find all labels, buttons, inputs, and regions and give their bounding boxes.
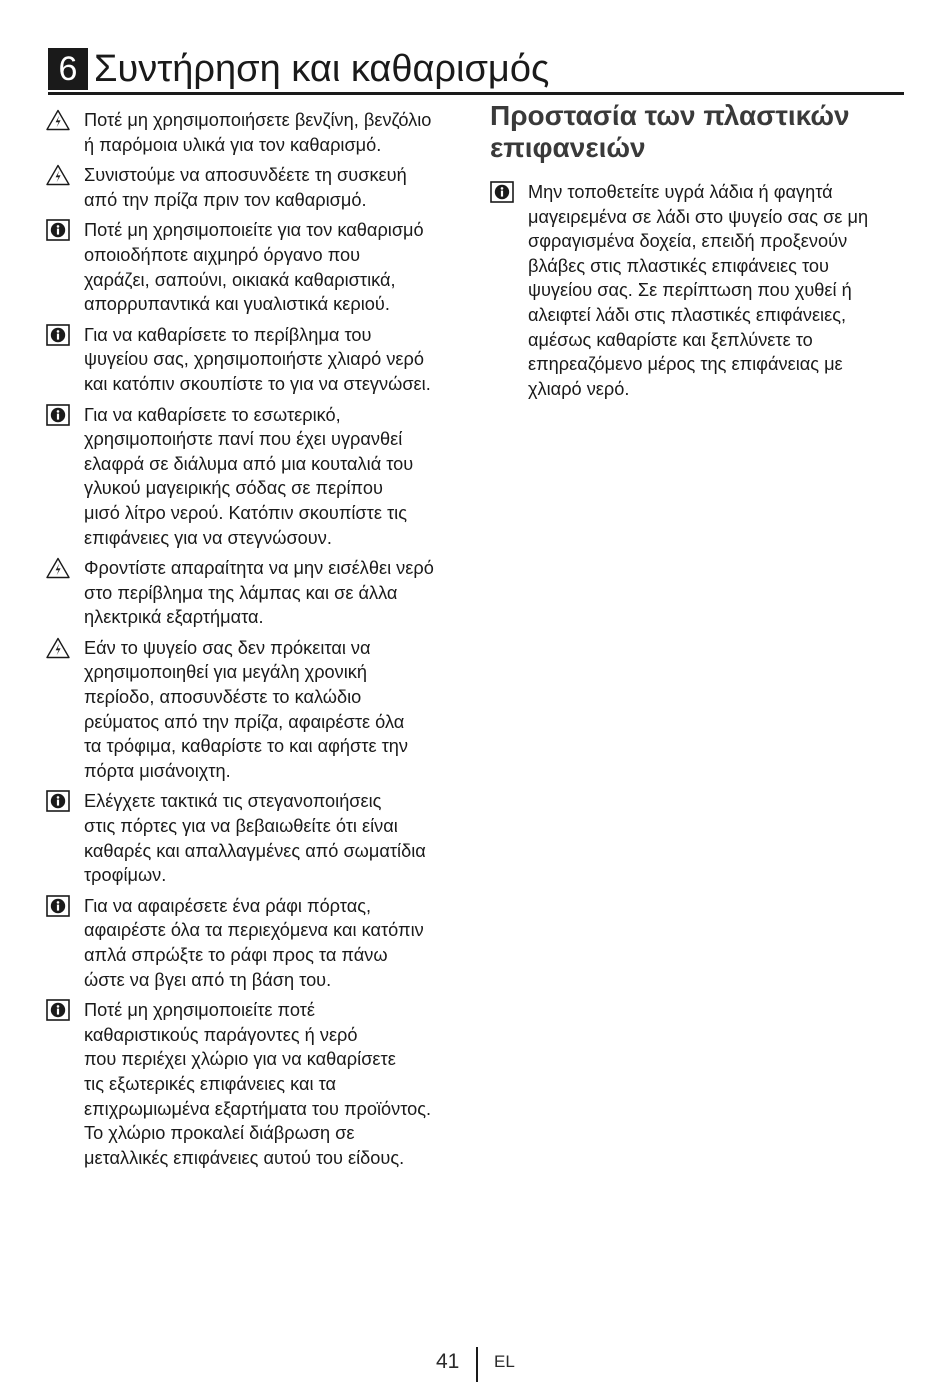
info-icon — [46, 999, 72, 1021]
warning-icon — [46, 557, 72, 579]
item-text: Εάν το ψυγείο σας δεν πρόκειται να χρησιμοποιηθεί για μεγάλη χρονική περίοδο, αποσυνδέστε το καλώδιο ρεύματος από την πρίζα, αφαιρέστε όλα τα τρόφιμα, καθαρίστε το και αφήστε την πόρτα μισάνοιχτη. — [84, 637, 409, 781]
section-heading: Προστασία των πλαστικών επιφανειών — [490, 100, 850, 163]
info-icon — [490, 181, 516, 203]
list-item — [46, 403, 466, 551]
list-item — [46, 636, 466, 784]
item-text: Μην τοποθετείτε υγρά λάδια ή φαγητά μαγειρεμένα σε λάδι στο ψυγείο σας σε μη σφραγισμένα δοχεία, επειδή προξενούν βλάβες στις πλαστικές επιφάνειες του ψυγείου σας. Σε περίπτωση που χυθεί ή αλειφτεί λάδι στις πλαστικές επιφάνειες, αμέσως καθαρίστε και ξεπλύνετε το επηρεαζόμενο μέρος της επιφάνειας με χλιαρό νερό. — [528, 182, 869, 399]
item-text: Για να καθαρίσετε το περίβλημα του ψυγείου σας, χρησιμοποιήστε χλιαρό νερό και κατόπιν σκουπίστε το για να στεγνώσει. — [84, 324, 431, 394]
item-text: Ποτέ μη χρησιμοποιείτε για τον καθαρισμό οποιοδήποτε αιχμηρό όργανο που χαράζει, σαπούνι, οικιακά καθαριστικά, απορρυπαντικά και γυαλιστικά κεριού. — [84, 220, 424, 315]
chapter-number-badge: 6 — [48, 48, 88, 90]
item-text: Για να αφαιρέσετε ένα ράφι πόρτας, αφαιρέστε όλα τα περιεχόμενα και κατόπιν απλά σπρώξτε το ράφι προς τα πάνω ώστε να βγει από τη βάση του. — [84, 895, 424, 990]
chapter-title: Συντήρηση και καθαρισμός — [94, 48, 550, 90]
item-text: Ποτέ μη χρησιμοποιείτε ποτέ καθαριστικούς παράγοντες ή νερό που περιέχει χλώριο για να καθαρίσετε τις εξωτερικές επιφάνειες και τα επιχρωμιωμένα εξαρτήματα του προϊόντος. Το χλώριο προκαλεί διάβρωση σε μεταλλικές επιφάνειες αυτού του είδους. — [84, 1000, 432, 1168]
item-text: Ελέγχετε τακτικά τις στεγανοποιήσεις στις πόρτες για να βεβαιωθείτε ότι είναι καθαρές και απαλλαγμένες από σωματίδια τροφίμων. — [84, 791, 426, 886]
list-item — [490, 180, 902, 401]
info-icon — [46, 404, 72, 426]
list-item — [46, 894, 466, 992]
item-text: Συνιστούμε να αποσυνδέετε τη συσκευή από την πρίζα πριν τον καθαρισμό. — [84, 165, 407, 210]
warning-icon — [46, 109, 72, 131]
item-text: Ποτέ μη χρησιμοποιήσετε βενζίνη, βενζόλιο ή παρόμοια υλικά για τον καθαρισμό. — [84, 110, 432, 155]
list-item — [46, 998, 466, 1170]
info-icon — [46, 219, 72, 241]
list-item — [46, 323, 466, 397]
list-item — [46, 108, 466, 157]
list-item — [46, 218, 466, 316]
item-text: Φροντίστε απαραίτητα να μην εισέλθει νερό στο περίβλημα της λάμπας και σε άλλα ηλεκτρικά εξαρτήματα. — [84, 558, 434, 628]
list-item — [46, 556, 466, 630]
info-icon — [46, 790, 72, 812]
list-item — [46, 163, 466, 212]
left-column — [46, 108, 466, 1176]
info-icon — [46, 324, 72, 346]
language-code: EL — [494, 1352, 515, 1371]
info-icon — [46, 895, 72, 917]
right-column — [490, 100, 902, 407]
footer-divider — [476, 1347, 478, 1382]
warning-icon — [46, 164, 72, 186]
warning-icon — [46, 637, 72, 659]
list-item — [46, 789, 466, 887]
chapter-header — [48, 46, 904, 95]
item-text: Για να καθαρίσετε το εσωτερικό, χρησιμοποιήστε πανί που έχει υγρανθεί ελαφρά σε διάλυμα από μια κουταλιά του γλυκού μαγειρικής σόδας σε περίπου μισό λίτρο νερού. Κατόπιν σκουπίστε τις επιφάνειες για να στεγνώσουν. — [84, 404, 414, 548]
page-number: 41 — [436, 1350, 460, 1373]
